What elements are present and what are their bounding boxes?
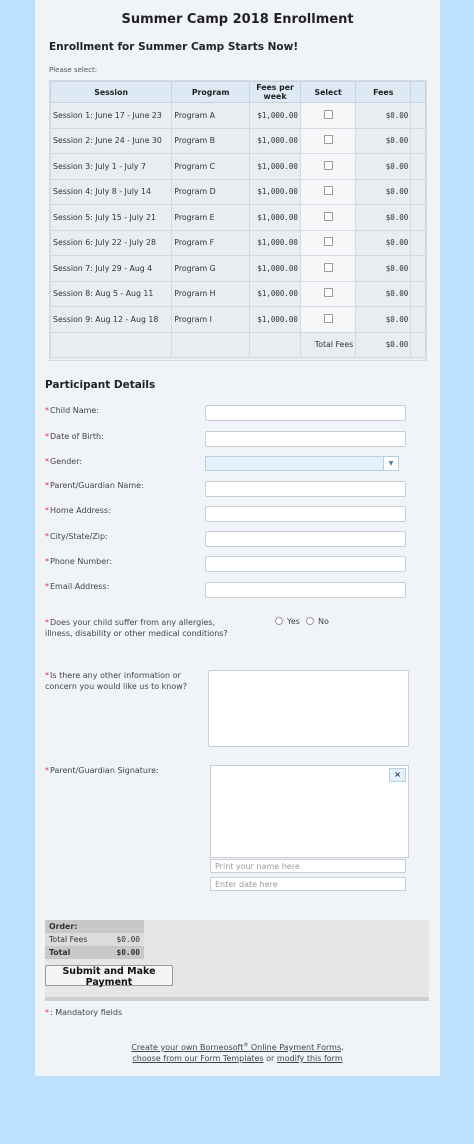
registered-mark: ® (243, 1042, 249, 1048)
fee-per-week-cell: $1,000.00 (250, 230, 301, 256)
required-mark: * (45, 457, 49, 466)
program-cell: Program B (172, 128, 250, 154)
session-cell: Session 4: July 8 - July 14 (51, 179, 172, 205)
table-row (51, 307, 426, 333)
session-checkbox[interactable] (324, 314, 333, 323)
program-cell: Program G (172, 256, 250, 282)
child-name-label (45, 405, 99, 416)
allergies-radio-no[interactable] (306, 617, 329, 626)
fee-total-cell: $0.00 (356, 281, 411, 307)
child-name-input[interactable] (205, 405, 406, 421)
order-heading: Order: (49, 922, 78, 931)
required-mark: * (45, 406, 49, 415)
required-mark: * (45, 532, 49, 541)
select-cell (300, 154, 355, 180)
fee-total-cell: $0.00 (356, 179, 411, 205)
order-total-value: $0.00 (116, 948, 140, 957)
table-row (51, 103, 426, 129)
program-cell: Program D (172, 179, 250, 205)
signature-label (45, 765, 159, 776)
order-total-label: Total (49, 948, 71, 957)
mandatory-note (45, 1008, 122, 1017)
fee-per-week-cell: $1,000.00 (250, 154, 301, 180)
fee-total-cell: $0.00 (356, 230, 411, 256)
session-cell: Session 9: Aug 12 - Aug 18 (51, 307, 172, 333)
total-fees-value: $0.00 (356, 332, 411, 358)
session-cell: Session 8: Aug 5 - Aug 11 (51, 281, 172, 307)
city-state-zip-label (45, 531, 108, 542)
gender-label (45, 456, 82, 467)
fee-total-cell: $0.00 (356, 256, 411, 282)
participant-section-title: Participant Details (45, 379, 156, 391)
table-row (51, 256, 426, 282)
required-mark: * (45, 766, 49, 775)
required-mark: * (45, 481, 49, 490)
dob-label (45, 431, 104, 442)
required-mark: * (45, 1008, 49, 1017)
session-cell: Session 6: July 22 - July 28 (51, 230, 172, 256)
gender-select[interactable] (205, 456, 399, 471)
other-info-label-text: Is there any other information or concern you would like us to know? (45, 671, 188, 691)
table-cell (51, 332, 172, 358)
required-mark: * (45, 432, 49, 441)
select-cell (300, 230, 355, 256)
spacer-cell (411, 128, 426, 154)
required-mark: * (45, 671, 49, 680)
session-cell: Session 3: July 1 - July 7 (51, 154, 172, 180)
spacer-cell (411, 230, 426, 256)
header-spacer (411, 82, 426, 103)
select-cell (300, 307, 355, 333)
radio-circle-icon[interactable] (306, 617, 314, 625)
select-cell (300, 256, 355, 282)
session-cell: Session 1: June 17 - June 23 (51, 103, 172, 129)
guardian-name-label-text: Parent/Guardian Name: (50, 481, 144, 490)
table-cell (250, 332, 301, 358)
program-cell: Program E (172, 205, 250, 231)
order-fees-row (45, 933, 144, 946)
city-state-zip-input[interactable] (205, 531, 406, 547)
signature-date-input[interactable]: Enter date here (210, 877, 406, 891)
footer-comma: , (341, 1042, 344, 1052)
signature-label-text: Parent/Guardian Signature: (50, 766, 159, 775)
chevron-down-icon[interactable]: ▼ (383, 456, 399, 471)
session-cell: Session 5: July 15 - July 21 (51, 205, 172, 231)
spacer-cell (411, 281, 426, 307)
order-table (45, 920, 144, 959)
fee-total-cell: $0.00 (356, 128, 411, 154)
home-address-label (45, 505, 111, 516)
phone-label-text: Phone Number: (50, 557, 113, 566)
fee-total-cell: $0.00 (356, 205, 411, 231)
select-cell (300, 128, 355, 154)
footer (35, 1040, 440, 1064)
order-total-row (45, 946, 144, 959)
order-summary (45, 920, 429, 1001)
fee-per-week-cell: $1,000.00 (250, 205, 301, 231)
required-mark: * (45, 582, 49, 591)
clear-signature-button[interactable]: × (389, 768, 406, 782)
session-checkbox[interactable] (324, 263, 333, 272)
child-name-label-text: Child Name: (50, 406, 100, 415)
fee-per-week-cell: $1,000.00 (250, 128, 301, 154)
total-fees-row (51, 332, 426, 358)
program-cell: Program I (172, 307, 250, 333)
allergies-label (45, 617, 245, 639)
session-checkbox[interactable] (324, 237, 333, 246)
header-session: Session (51, 82, 172, 103)
borneosoft-link[interactable] (131, 1043, 341, 1052)
session-checkbox[interactable] (324, 135, 333, 144)
fee-total-cell: $0.00 (356, 154, 411, 180)
order-fees-label: Total Fees (49, 935, 88, 944)
table-row (51, 281, 426, 307)
form-subtitle: Enrollment for Summer Camp Starts Now! (49, 41, 299, 53)
table-header-row (51, 82, 426, 103)
email-label-text: Email Address: (50, 582, 110, 591)
home-address-label-text: Home Address: (50, 506, 111, 515)
other-info-label (45, 670, 195, 692)
required-mark: * (45, 618, 49, 627)
phone-input[interactable] (205, 556, 406, 572)
fee-per-week-cell: $1,000.00 (250, 103, 301, 129)
spacer-cell (411, 103, 426, 129)
session-table-wrapper (49, 80, 427, 361)
allergies-radio-yes[interactable] (275, 617, 300, 626)
submit-payment-button[interactable]: Submit and Make Payment (45, 965, 173, 986)
please-select-label: Please select: (49, 66, 98, 74)
program-cell: Program F (172, 230, 250, 256)
gender-label-text: Gender: (50, 457, 83, 466)
phone-label (45, 556, 112, 567)
table-row (51, 179, 426, 205)
radio-yes-label: Yes (287, 617, 300, 626)
guardian-name-label (45, 480, 144, 491)
borneosoft-link-text: Create your own Borneosoft (131, 1042, 244, 1052)
order-fees-value: $0.00 (116, 935, 140, 944)
email-label (45, 581, 109, 592)
session-cell: Session 2: June 24 - June 30 (51, 128, 172, 154)
fee-total-cell: $0.00 (356, 103, 411, 129)
total-fees-label: Total Fees (300, 332, 355, 358)
program-cell: Program A (172, 103, 250, 129)
form-page (35, 0, 440, 1076)
required-mark: * (45, 557, 49, 566)
session-checkbox[interactable] (324, 288, 333, 297)
table-row (51, 230, 426, 256)
header-select: Select (300, 82, 355, 103)
session-checkbox[interactable] (324, 110, 333, 119)
header-program: Program (172, 82, 250, 103)
table-row (51, 154, 426, 180)
header-fees-per-week: Fees per week (250, 82, 301, 103)
session-checkbox[interactable] (324, 161, 333, 170)
fee-per-week-cell: $1,000.00 (250, 281, 301, 307)
session-cell: Session 7: July 29 - Aug 4 (51, 256, 172, 282)
guardian-name-input[interactable] (205, 481, 406, 497)
radio-no-label: No (318, 617, 329, 626)
select-cell (300, 179, 355, 205)
fee-per-week-cell: $1,000.00 (250, 307, 301, 333)
order-heading-row (45, 920, 144, 933)
spacer-cell (411, 154, 426, 180)
table-cell (411, 332, 426, 358)
fee-total-cell: $0.00 (356, 307, 411, 333)
footer-line-1 (35, 1040, 440, 1053)
signature-name-input[interactable]: Print your name here (210, 859, 406, 873)
email-input[interactable] (205, 582, 406, 598)
mandatory-text: : Mandatory fields (50, 1008, 123, 1017)
header-fees: Fees (356, 82, 411, 103)
dob-label-text: Date of Birth: (50, 432, 104, 441)
program-cell: Program H (172, 281, 250, 307)
home-address-input[interactable] (205, 506, 406, 522)
form-title: Summer Camp 2018 Enrollment (121, 12, 354, 27)
spacer-cell (411, 179, 426, 205)
table-cell (172, 332, 250, 358)
select-cell (300, 103, 355, 129)
spacer-cell (411, 256, 426, 282)
program-cell: Program C (172, 154, 250, 180)
session-checkbox[interactable] (324, 186, 333, 195)
required-mark: * (45, 506, 49, 515)
fee-per-week-cell: $1,000.00 (250, 256, 301, 282)
modify-form-link[interactable]: modify this form (276, 1053, 343, 1063)
select-cell (300, 281, 355, 307)
form-templates-link[interactable]: choose from our Form Templates (132, 1053, 264, 1063)
dob-input[interactable] (205, 431, 406, 447)
allergies-label-text: Does your child suffer from any allergies, illness, disability or other medical conditions? (45, 618, 228, 638)
table-row (51, 128, 426, 154)
radio-circle-icon[interactable] (275, 617, 283, 625)
spacer-cell (411, 205, 426, 231)
other-info-textarea[interactable] (208, 670, 409, 747)
signature-pad[interactable] (210, 765, 409, 858)
city-state-zip-label-text: City/State/Zip: (50, 532, 108, 541)
table-row (51, 205, 426, 231)
session-table (50, 81, 426, 358)
session-table-body (51, 103, 426, 333)
footer-or: or (263, 1053, 277, 1063)
payment-forms-link-text: Online Payment Forms (248, 1042, 342, 1052)
select-cell (300, 205, 355, 231)
spacer-cell (411, 307, 426, 333)
footer-line-2 (35, 1053, 440, 1064)
session-checkbox[interactable] (324, 212, 333, 221)
fee-per-week-cell: $1,000.00 (250, 179, 301, 205)
